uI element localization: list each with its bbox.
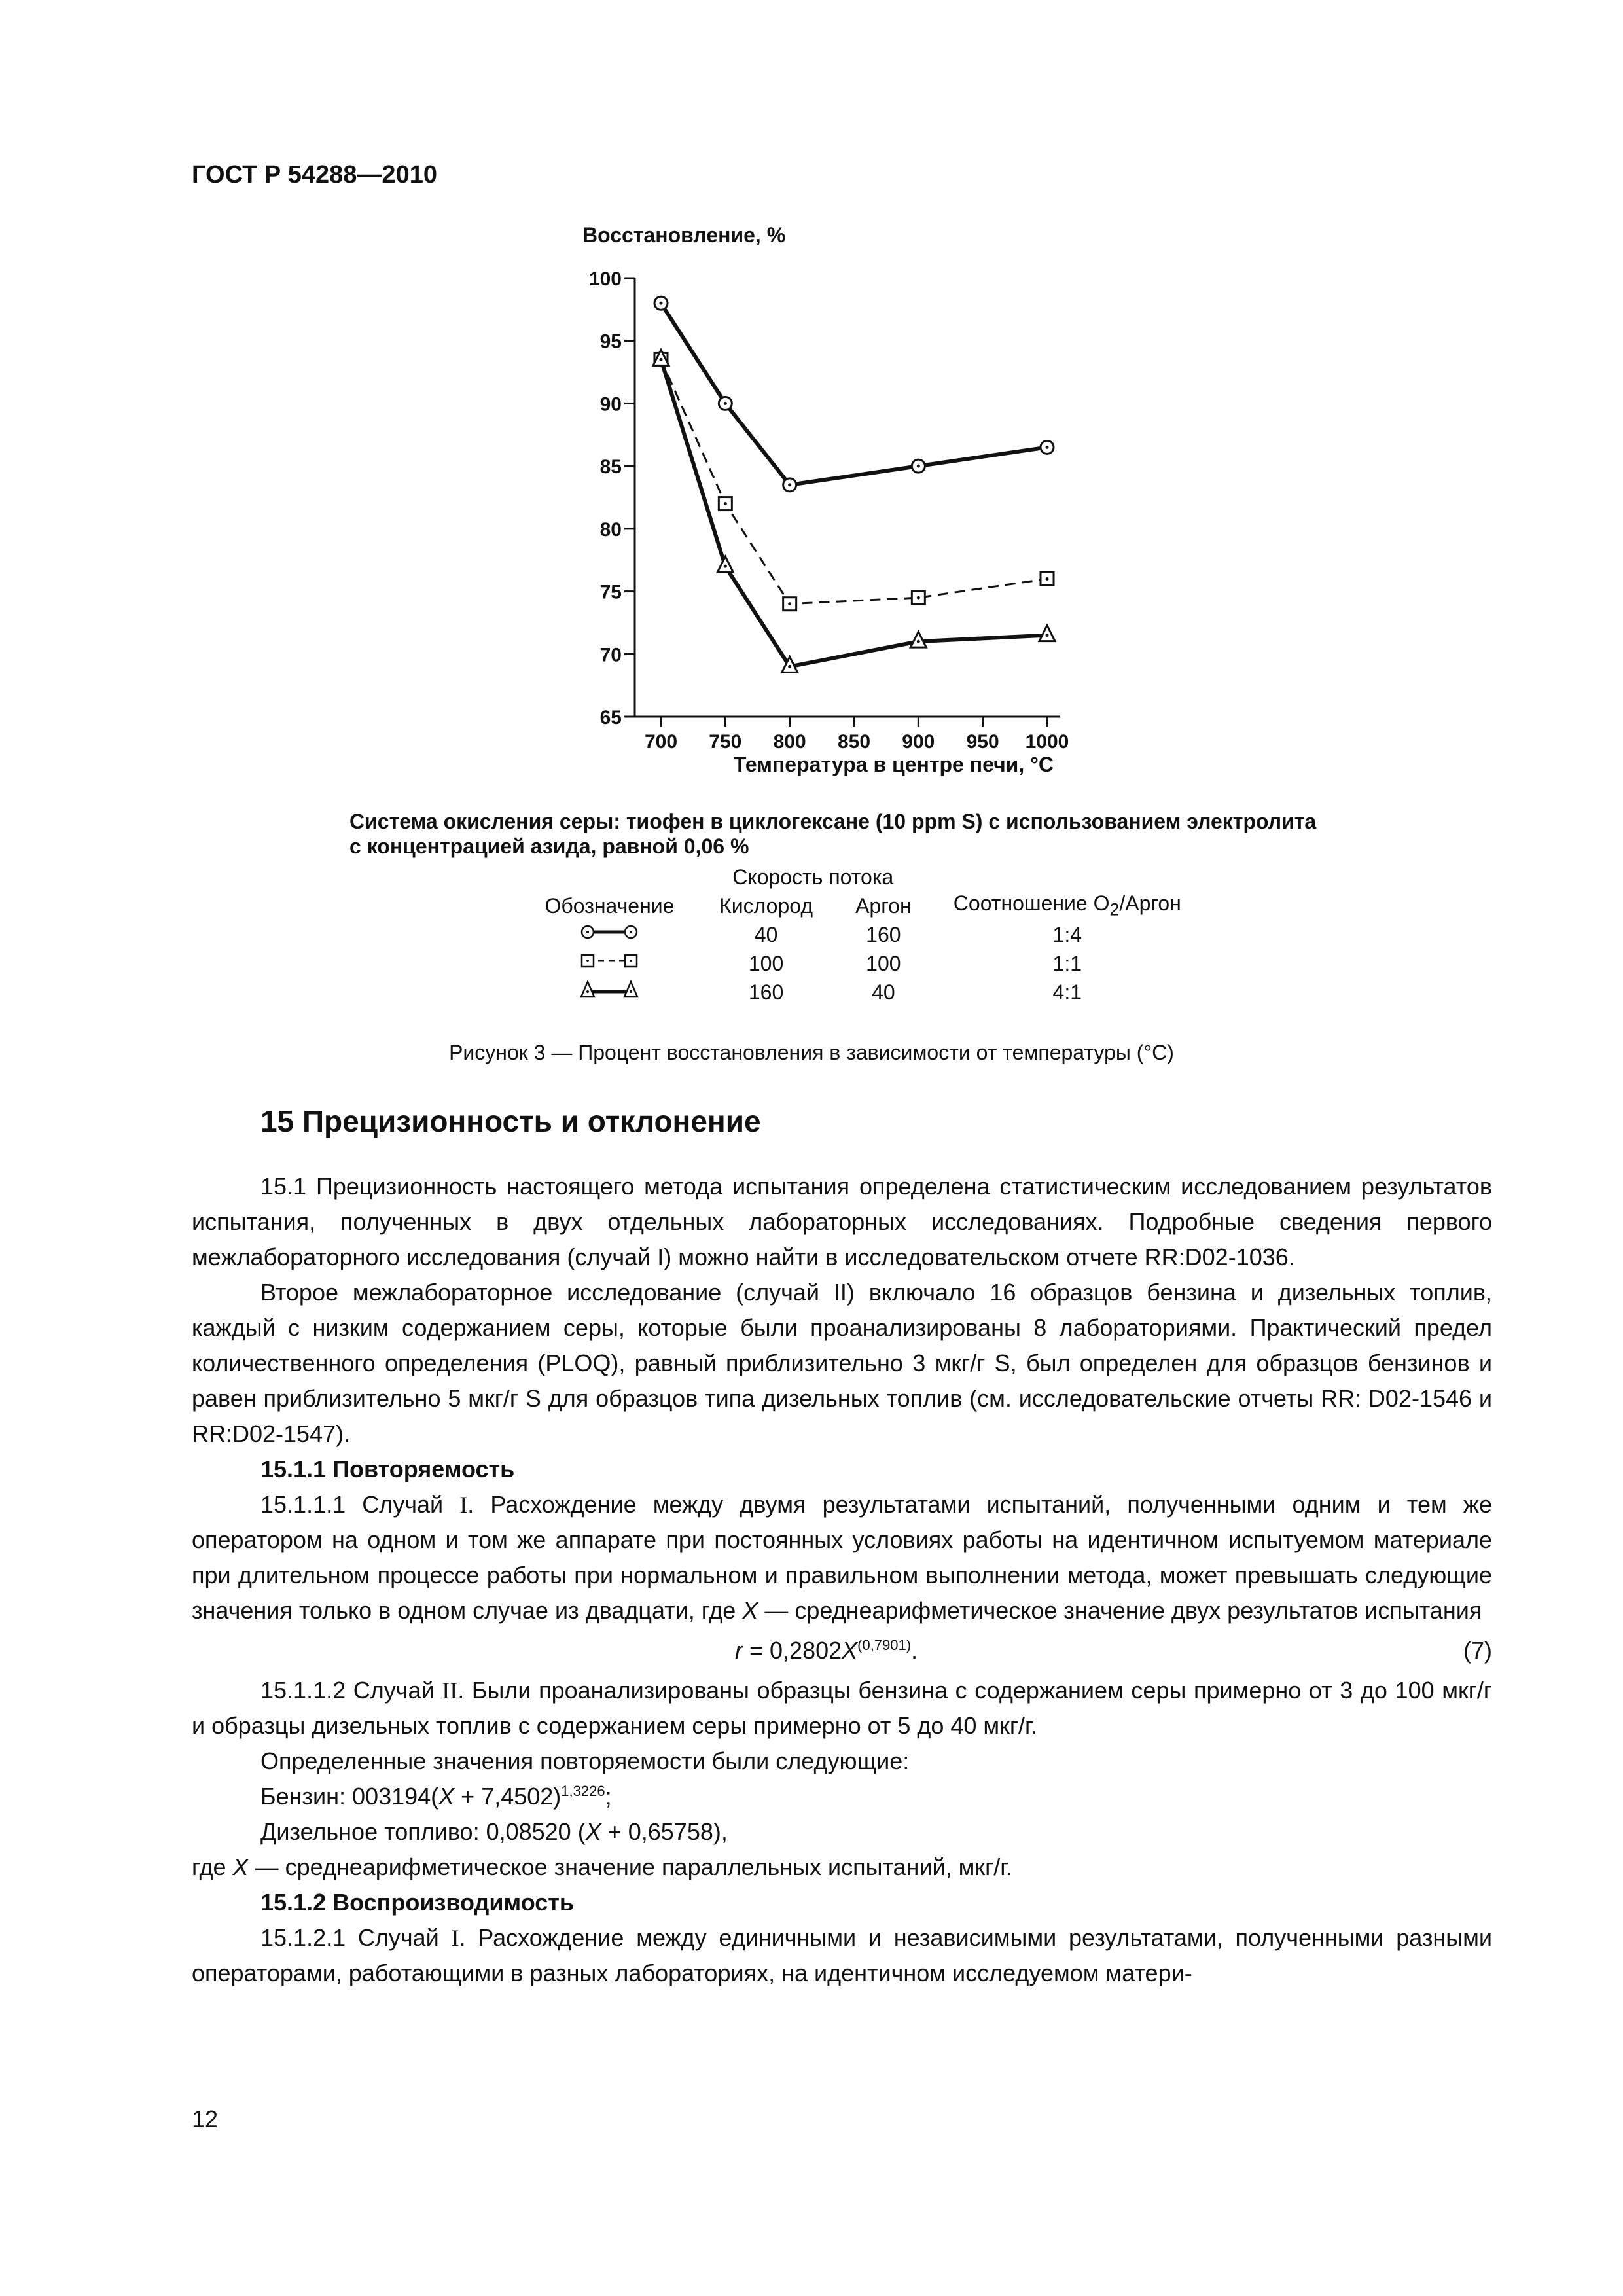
y-axis-label: Восстановление, % xyxy=(582,223,786,247)
point-center-dot xyxy=(788,483,791,486)
legend-row xyxy=(524,978,1204,1007)
y-tick-label: 75 xyxy=(599,581,622,603)
text-run: 15.1.1.1 Случай xyxy=(260,1491,460,1518)
point-center-dot xyxy=(788,602,791,605)
legend-argon-value: 100 xyxy=(866,951,901,975)
legend-oxygen-value: 100 xyxy=(748,951,784,975)
roman-numeral: I xyxy=(459,1492,468,1518)
document-header: ГОСТ Р 54288—2010 xyxy=(192,161,437,188)
point-triangle-marker xyxy=(1039,626,1055,641)
chart-legend xyxy=(524,863,1204,1007)
text-run: + 7,4502) xyxy=(454,1783,562,1810)
text-run: . Расхождение между единичными и независимыми результатами, полученными разными операторами, работающими в разных лабораториях, на идентичном исследуемом матери- xyxy=(192,1924,1492,1986)
section-title: 15 Прецизионность и отклонение xyxy=(260,1104,761,1138)
formula-7 xyxy=(192,1628,1492,1673)
x-tick-label: 900 xyxy=(902,731,935,753)
legend-row xyxy=(524,949,1204,978)
subsection-heading-repeatability: 15.1.1 Повторяемость xyxy=(260,1456,515,1482)
point-center-dot xyxy=(1046,577,1049,581)
legend-col-ratio-text: Соотношение О xyxy=(953,891,1110,916)
point-center-dot xyxy=(917,640,920,643)
legend-ratio-value: 4:1 xyxy=(1052,980,1082,1004)
legend-symbol-circle-icon xyxy=(524,920,696,949)
variable-x: X xyxy=(742,1597,758,1624)
point-center-dot xyxy=(917,596,920,600)
y-tick-label: 95 xyxy=(599,331,622,353)
paragraph xyxy=(192,1920,1492,1991)
formula-number: (7) xyxy=(1463,1637,1492,1664)
legend-symbol-triangle-icon xyxy=(524,978,696,1007)
text-run: 15.1.1.2 Случай xyxy=(260,1677,442,1704)
legend-argon-value: 40 xyxy=(872,980,895,1004)
paragraph xyxy=(192,1779,1492,1814)
y-tick-label: 70 xyxy=(599,644,622,666)
point-center-dot xyxy=(917,465,920,468)
point-center-dot xyxy=(1046,634,1049,637)
x-tick-label: 750 xyxy=(709,731,742,753)
y-tick-label: 90 xyxy=(599,393,622,416)
point-center-dot xyxy=(788,665,791,668)
point-center-dot xyxy=(1046,446,1049,449)
system-note xyxy=(349,809,1370,859)
text-run: . Расхождение между двумя результатами испытаний, полученными одним и тем же оператором на одном и том же аппарате при постоянных условиях работы на идентичном испытуемом материале при длительном процессе работы при нормальном и правильном выполнении метода, может превышать следующие значения только в одном случае из двадцати, где xyxy=(192,1491,1492,1624)
point-triangle-marker xyxy=(717,556,733,572)
variable-x: X xyxy=(585,1818,601,1845)
formula-expression xyxy=(735,1628,918,1673)
exponent: 1,3226 xyxy=(561,1783,605,1799)
body-text xyxy=(192,1169,1492,1991)
x-axis-label: Температура в центре печи, °С xyxy=(733,753,1054,776)
paragraph: Определенные значения повторяемости были следующие: xyxy=(260,1748,910,1774)
x-tick-label: 850 xyxy=(837,731,871,753)
point-center-dot xyxy=(724,502,727,505)
y-tick-label: 80 xyxy=(599,518,622,541)
page-number: 12 xyxy=(192,2106,219,2132)
paragraph: 15.1 Прецизионность настоящего метода испытания определена статистическим исследованием результатов испытания, полученных в двух отдельных лабораторных исследованиях. Подробные сведения первого межлабораторного исследования (случай I) можно найти в исследовательском отчете RR:D02-1036. xyxy=(192,1173,1492,1270)
legend-col-ratio-tail: /Аргон xyxy=(1119,891,1181,916)
legend-row xyxy=(524,920,1204,949)
paragraph xyxy=(192,1814,1492,1850)
text-run: — среднеарифметическое значение двух результатов испытания xyxy=(758,1597,1482,1624)
legend-oxygen-value: 160 xyxy=(748,980,784,1004)
paragraph xyxy=(192,1673,1492,1744)
legend-col-symbol: Обозначение xyxy=(544,893,675,918)
legend-col-oxygen: Кислород xyxy=(719,893,813,918)
x-tick-label: 1000 xyxy=(1025,731,1069,753)
figure-caption: Рисунок 3 — Процент восстановления в зависимости от температуры (°С) xyxy=(449,1041,1174,1064)
x-tick-label: 700 xyxy=(644,731,678,753)
legend-col-ratio-sub: 2 xyxy=(1109,899,1120,920)
legend-col-ratio xyxy=(931,891,1204,920)
legend-ratio-value: 1:1 xyxy=(1052,951,1082,975)
recovery-chart xyxy=(563,223,1086,798)
text-run: — среднеарифметическое значение параллельных испытаний, мкг/г. xyxy=(248,1854,1013,1880)
series-line-0 xyxy=(661,303,1047,485)
text-run: . xyxy=(911,1637,918,1664)
legend-flow-header: Скорость потока xyxy=(732,865,894,889)
x-tick-label: 950 xyxy=(966,731,999,753)
y-tick-label: 100 xyxy=(588,268,622,290)
legend-ratio-value: 1:4 xyxy=(1052,922,1082,946)
system-note-line-1: Система окисления серы: тиофен в циклогексане (10 ppm S) с использованием электролита xyxy=(349,810,1317,833)
x-tick-label: 800 xyxy=(773,731,806,753)
point-center-dot xyxy=(724,402,727,405)
variable-x: X xyxy=(232,1854,249,1880)
text-run: . Были проанализированы образцы бензина с содержанием серы примерно от 3 до 100 мкг/г и образцы дизельных топлив с содержанием серы примерно от 5 до 40 мкг/г. xyxy=(192,1677,1493,1739)
text-run: где xyxy=(192,1854,233,1880)
paragraph xyxy=(192,1487,1492,1628)
text-run: ; xyxy=(605,1783,612,1810)
legend-argon-value: 160 xyxy=(866,922,901,946)
text-run: Бензин: 003194( xyxy=(260,1783,439,1810)
roman-numeral: II xyxy=(442,1677,458,1704)
subsection-heading-reproducibility: 15.1.2 Воспроизводимость xyxy=(260,1889,574,1916)
paragraph xyxy=(192,1850,1492,1885)
point-center-dot xyxy=(724,565,727,568)
point-center-dot xyxy=(660,358,663,361)
paragraph: Второе межлабораторное исследование (случай II) включало 16 образцов бензина и дизельных топлив, каждый с низким содержанием серы, которые были проанализированы 8 лабораториями. Практический предел количественного определения (PLOQ), равный приблизительно 3 мкг/г S, был определен для образцов бензинов и равен приблизительно 5 мкг/г S для образцов типа дизельных топлив (см. исследовательские отчеты RR: D02-1546 и RR:D02-1547). xyxy=(192,1279,1492,1447)
variable-x: X xyxy=(842,1637,858,1664)
system-note-line-2: с концентрацией азида, равной 0,06 % xyxy=(349,834,749,858)
legend-oxygen-value: 40 xyxy=(754,922,778,946)
legend-symbol-square-icon xyxy=(524,949,696,978)
variable-r: r xyxy=(735,1637,743,1664)
y-tick-label: 85 xyxy=(599,456,622,478)
roman-numeral: I xyxy=(451,1925,459,1951)
point-center-dot xyxy=(660,302,663,305)
text-run: + 0,65758), xyxy=(601,1818,728,1845)
y-tick-label: 65 xyxy=(599,707,622,728)
text-run: = 0,2802 xyxy=(743,1637,842,1664)
text-run: 15.1.2.1 Случай xyxy=(260,1924,452,1951)
legend-col-argon: Аргон xyxy=(855,893,912,918)
exponent: (0,7901) xyxy=(857,1637,912,1653)
variable-x: X xyxy=(438,1783,455,1810)
text-run: Дизельное топливо: 0,08520 ( xyxy=(260,1818,586,1845)
